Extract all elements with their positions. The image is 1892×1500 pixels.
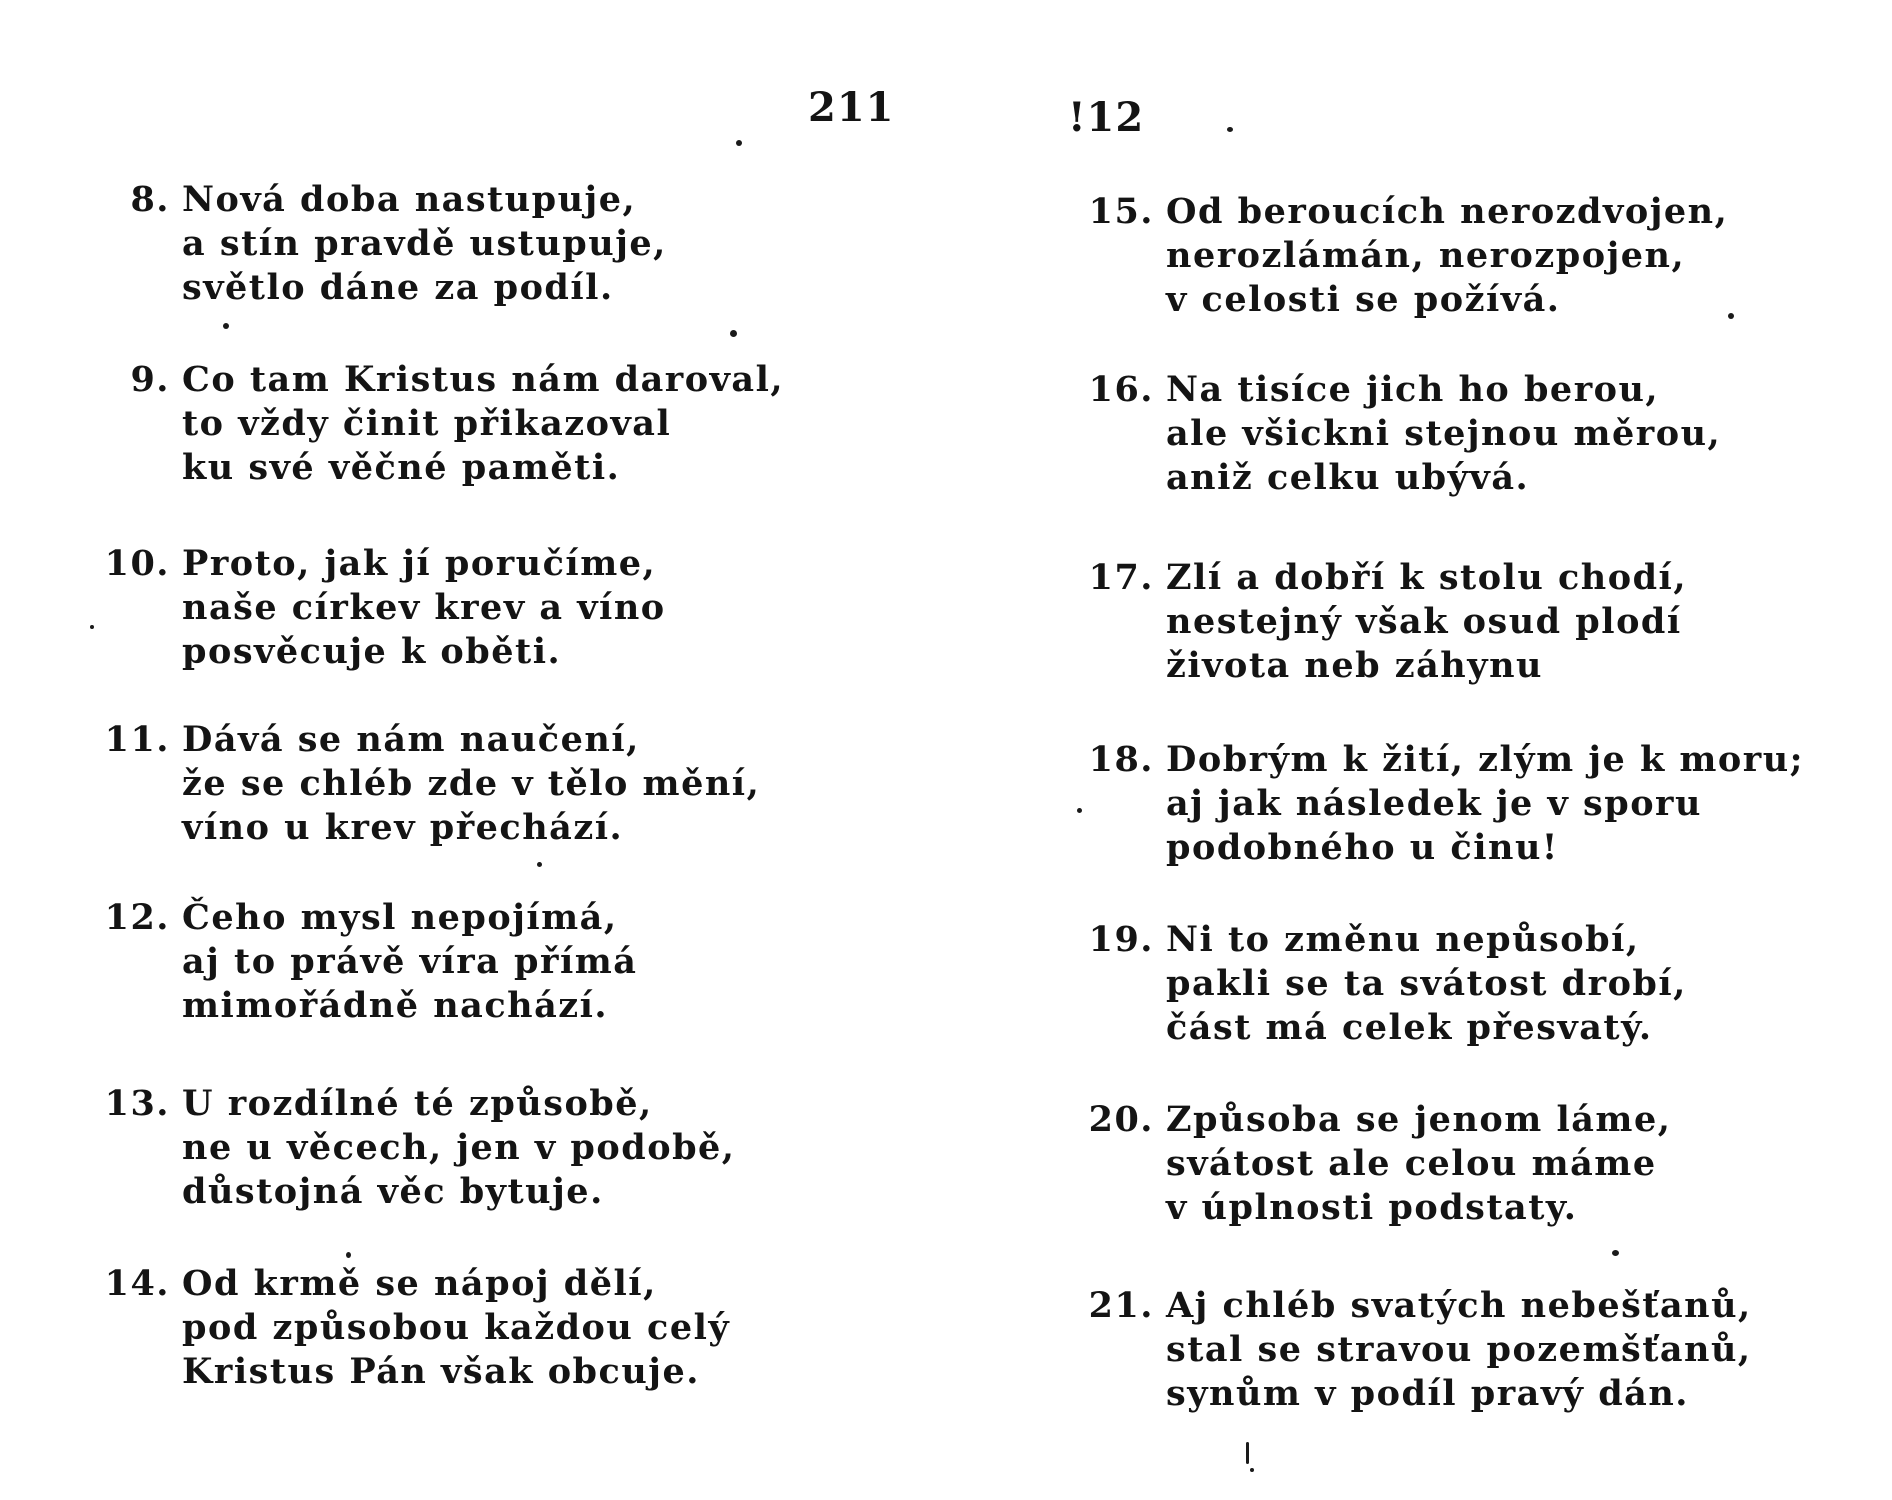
- verse-line: víno u krev přechází.: [182, 807, 624, 848]
- verse-line: ne u věcech, jen v podobě,: [182, 1127, 736, 1168]
- stanza-lines: [1166, 738, 1804, 870]
- verse-line: Zlí a dobří k stolu chodí,: [1166, 557, 1688, 598]
- stanza: [72, 1082, 912, 1222]
- stanza-number: 8.: [130, 179, 170, 220]
- stanza: [72, 896, 912, 1036]
- print-speck: [537, 862, 542, 867]
- stanza: [1056, 918, 1876, 1058]
- verse-line: a stín pravdě ustupuje,: [182, 223, 667, 264]
- verse-line: Dobrým k žití, zlým je k moru;: [1166, 739, 1805, 780]
- verse-line: Proto, jak jí poručíme,: [182, 543, 657, 584]
- stanza-lines: [1166, 556, 1687, 688]
- print-speck: [1612, 1250, 1619, 1256]
- stanza-lines: [1166, 1284, 1752, 1416]
- verse-line: světlo dáne za podíl.: [182, 267, 614, 308]
- verse-line: Kristus Pán však obcuje.: [182, 1351, 700, 1392]
- verse-line: posvěcuje k oběti.: [182, 631, 562, 672]
- stanza: [72, 1262, 912, 1402]
- print-speck: [1227, 127, 1233, 132]
- verse-line: aj to právě víra přímá: [182, 941, 638, 982]
- verse-line: U rozdílné té způsobě,: [182, 1083, 653, 1124]
- verse-line: svátost ale celou máme: [1166, 1143, 1657, 1184]
- page-number: 211: [808, 84, 895, 131]
- print-speck: [223, 323, 229, 329]
- stanza-lines: [182, 178, 667, 310]
- verse-line: Co tam Kristus nám daroval,: [182, 359, 785, 400]
- print-speck: [1728, 313, 1734, 319]
- verse-line: důstojná věc bytuje.: [182, 1171, 604, 1212]
- verse-line: mimořádně nachází.: [182, 985, 609, 1026]
- stanza-lines: [182, 896, 637, 1028]
- stanza-lines: [1166, 918, 1687, 1050]
- stanza-number: 9.: [130, 359, 170, 400]
- stanza: [1056, 738, 1876, 878]
- verse-line: pod způsobou každou celý: [182, 1307, 731, 1348]
- stanza-number: 14.: [104, 1263, 170, 1304]
- stanza-lines: [1166, 190, 1728, 322]
- verse-line: aniž celku ubývá.: [1166, 457, 1530, 498]
- verse-line: Od beroucích nerozdvojen,: [1166, 191, 1729, 232]
- verse-line: Způsoba se jenom láme,: [1166, 1099, 1672, 1140]
- stanza: [1056, 368, 1876, 508]
- verse-line: Ni to změnu nepůsobí,: [1166, 919, 1640, 960]
- verse-line: podobného u činu!: [1166, 827, 1559, 868]
- stanza-lines: [182, 718, 760, 850]
- verse-line: to vždy činit přikazoval: [182, 403, 672, 444]
- stanza-number: 11.: [104, 719, 170, 760]
- stanza-number: 19.: [1088, 919, 1154, 960]
- verse-line: Nová doba nastupuje,: [182, 179, 637, 220]
- verse-line: část má celek přesvatý.: [1166, 1007, 1653, 1048]
- stanza-number: 16.: [1088, 369, 1154, 410]
- stanza-lines: [182, 358, 784, 490]
- verse-line: Od krmě se nápoj dělí,: [182, 1263, 657, 1304]
- stanza: [72, 718, 912, 858]
- verse-line: ale všickni stejnou měrou,: [1166, 413, 1722, 454]
- stanza: [1056, 556, 1876, 696]
- verse-line: Aj chléb svatých nebešťanů,: [1166, 1285, 1752, 1326]
- stanza: [72, 358, 912, 498]
- stanza-number: 20.: [1088, 1099, 1154, 1140]
- stanza-number: 12.: [104, 897, 170, 938]
- verse-line: pakli se ta svátost drobí,: [1166, 963, 1687, 1004]
- print-speck: [1246, 1442, 1249, 1464]
- verse-line: aj jak následek je v sporu: [1166, 783, 1702, 824]
- stanza-number: 10.: [104, 543, 170, 584]
- verse-line: že se chléb zde v tělo mění,: [182, 763, 761, 804]
- stanza-number: 13.: [104, 1083, 170, 1124]
- stanza-lines: [1166, 1098, 1671, 1230]
- verse-line: v celosti se požívá.: [1166, 279, 1561, 320]
- stanza-number: 21.: [1088, 1285, 1154, 1326]
- stanza: [1056, 1284, 1876, 1424]
- stanza-lines: [182, 1082, 736, 1214]
- print-speck: [1250, 1468, 1254, 1472]
- verse-line: nerozlámán, nerozpojen,: [1166, 235, 1686, 276]
- verse-line: synům v podíl pravý dán.: [1166, 1373, 1689, 1414]
- stanza: [1056, 190, 1876, 330]
- verse-line: nestejný však osud plodí: [1166, 601, 1682, 642]
- print-speck: [1077, 808, 1082, 813]
- print-speck: [346, 1252, 351, 1258]
- verse-line: Dává se nám naučení,: [182, 719, 640, 760]
- stanza-lines: [1166, 368, 1721, 500]
- stanza-number: 17.: [1088, 557, 1154, 598]
- verse-line: ku své věčné paměti.: [182, 447, 621, 488]
- print-speck: [90, 625, 94, 629]
- verse-line: v úplnosti podstaty.: [1166, 1187, 1578, 1228]
- stanza: [72, 542, 912, 682]
- verse-line: stal se stravou pozemšťanů,: [1166, 1329, 1752, 1370]
- right-page: [946, 0, 1892, 1500]
- print-speck: [730, 330, 737, 337]
- verse-line: života neb záhynu: [1166, 645, 1543, 686]
- stanza-lines: [182, 1262, 730, 1394]
- verse-line: naše církev krev a víno: [182, 587, 666, 628]
- stanza: [72, 178, 912, 318]
- stanza-number: 18.: [1088, 739, 1154, 780]
- stanza-number: 15.: [1088, 191, 1154, 232]
- page-number: !12: [1068, 94, 1145, 141]
- stanza-lines: [182, 542, 666, 674]
- verse-line: Čeho mysl nepojímá,: [182, 897, 618, 938]
- verse-line: Na tisíce jich ho berou,: [1166, 369, 1660, 410]
- stanza: [1056, 1098, 1876, 1238]
- print-speck: [736, 140, 742, 146]
